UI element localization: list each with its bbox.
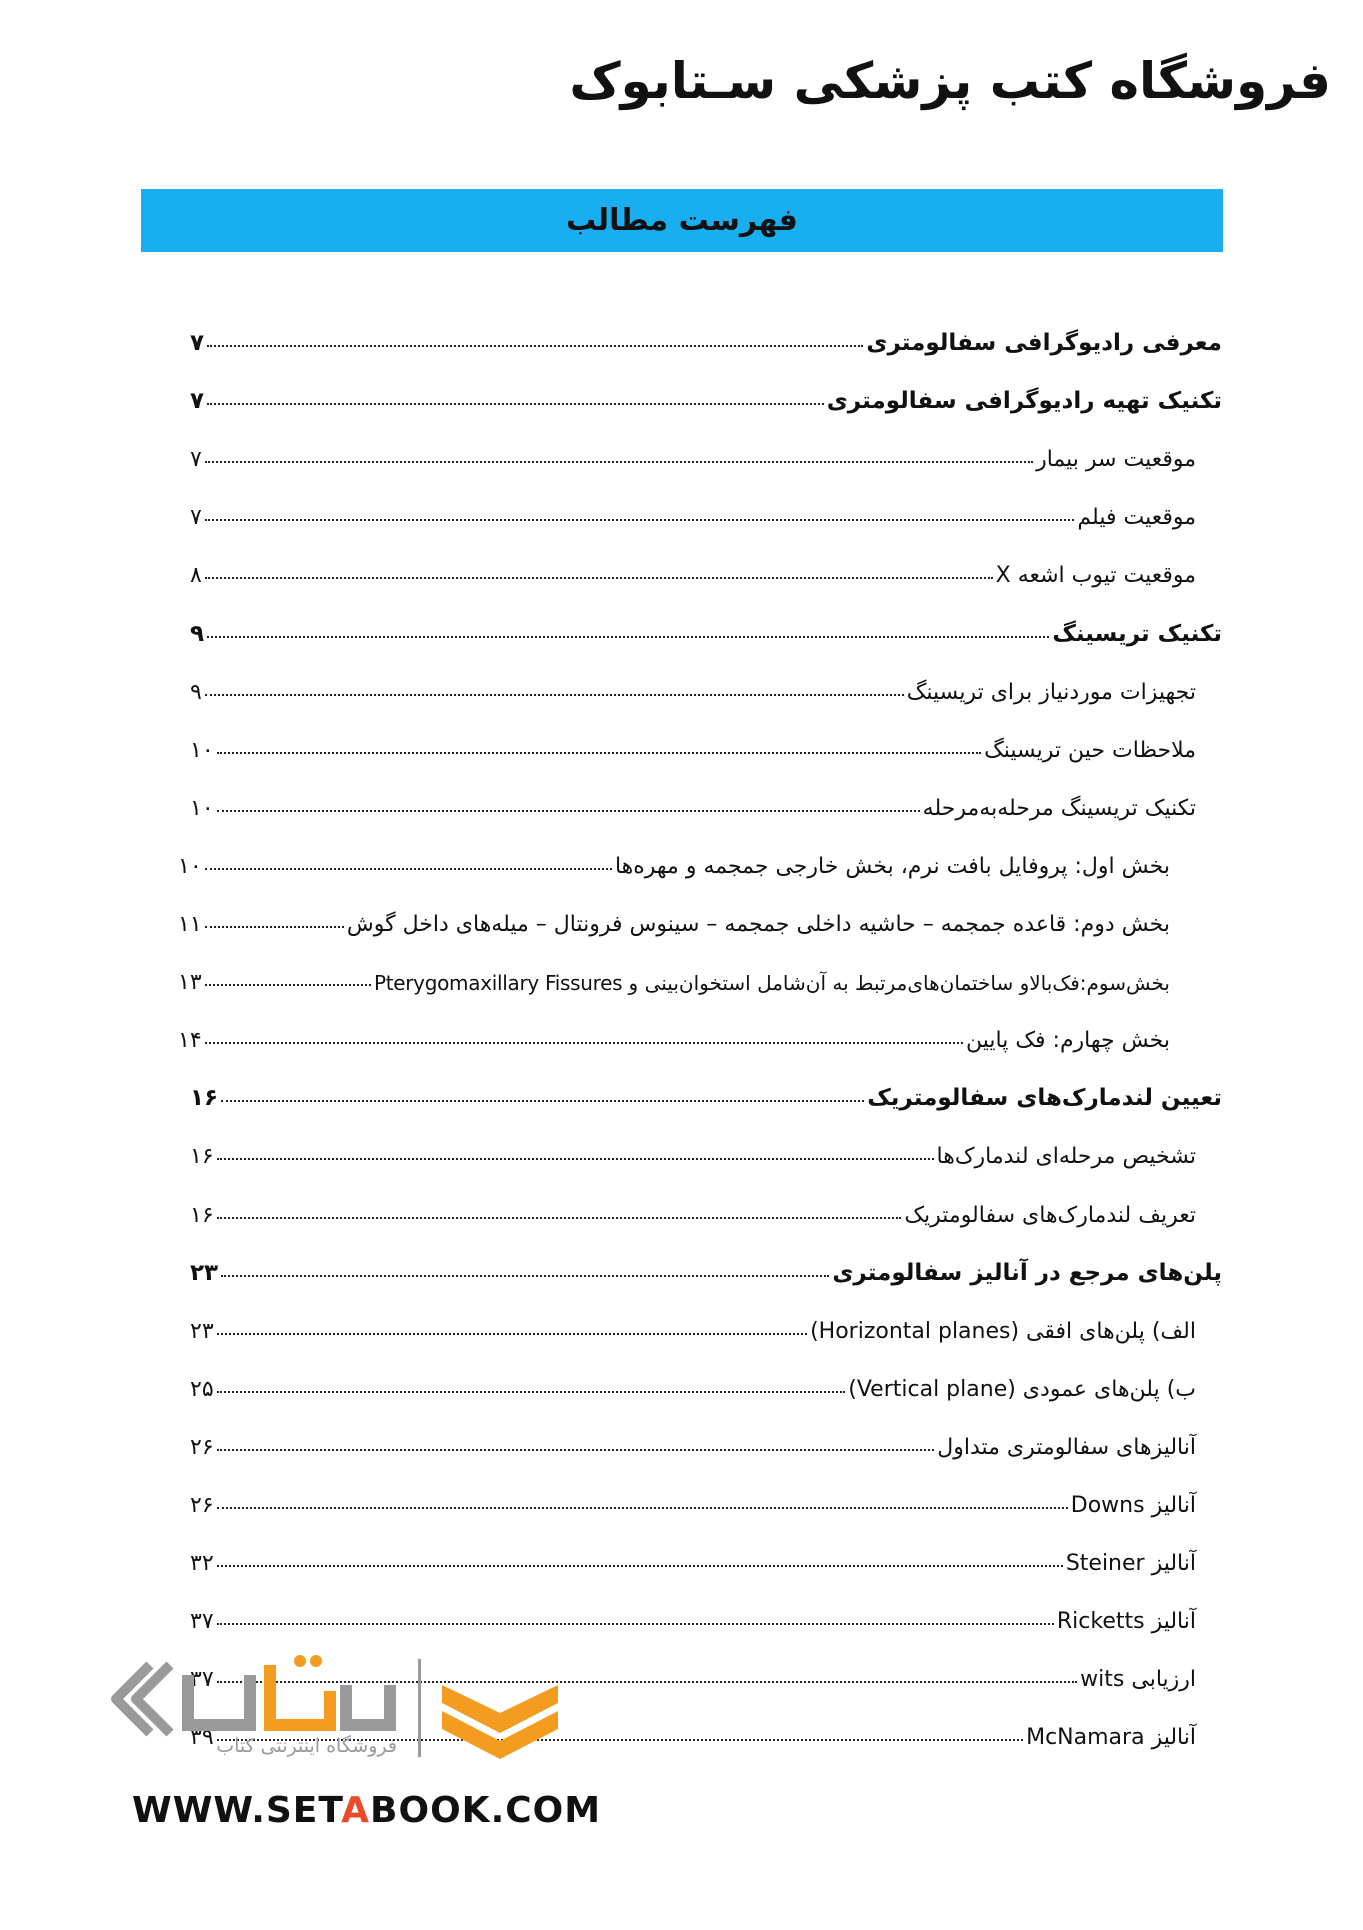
toc-entry-page: ۳۹ [190,1725,214,1751]
toc-entry [190,1242,1222,1286]
toc-entry [190,719,1196,763]
toc-entry-page: ۱۶ [190,1144,214,1170]
toc-entry [190,1532,1196,1576]
toc-entry-title: آنالیز Steiner [1065,1551,1196,1577]
toc-dot-leader [205,868,612,870]
toc-dot-leader [217,1391,846,1393]
toc-entry-title: موقعیت فیلم [1077,505,1196,531]
toc-entry [178,951,1170,995]
toc-entry-title: تکنیک تهیه رادیوگرافی سفالومتری [826,388,1222,415]
toc-entry-page: ۱۴ [178,1028,202,1054]
toc-entry-page: ۲۳ [190,1259,219,1286]
toc-entry [190,312,1222,356]
toc-entry-title: بخش دوم: قاعده جمجمه – حاشیه داخلی جمجمه – سینوس فرونتال – میله‌های داخل گوش [346,912,1170,937]
toc-entry-title: بخش اول: پروفایل بافت نرم، بخش خارجی جمجمه و مهره‌ها [614,853,1170,879]
toc-entry [190,486,1196,530]
toc-entry-page: ۱۰ [178,853,202,879]
toc-dot-leader [205,461,1033,463]
toc-dot-leader [221,1100,864,1102]
toc-dot-leader [205,577,993,579]
toc-entry-page: ۹ [190,679,202,705]
watermark-tagline: فروشگاه اینترنتی کتاب [216,1735,397,1757]
toc-entry-title: آنالیز Downs [1070,1493,1196,1518]
toc-entry-page: ۷ [190,447,202,473]
toc-dot-leader [221,1275,829,1277]
toc-entry [190,1590,1196,1634]
toc-entry [190,777,1196,821]
toc-entry-page: ۳۲ [190,1551,214,1577]
toc-entry-page: ۲۶ [190,1434,214,1460]
toc-dot-leader [205,984,371,986]
toc-entry [178,835,1170,879]
toc-entry [190,603,1222,647]
toc-dot-leader [217,1565,1063,1567]
toc-entry [190,428,1196,472]
toc-entry-page: ۲۳ [190,1318,214,1344]
toc-dot-leader [217,1333,807,1335]
toc-entry-title: ملاحظات حین تریسینگ [984,737,1196,763]
toc-dot-leader [205,519,1075,521]
toc-entry [178,1009,1170,1053]
toc-entry-title: بخش چهارم: فک پایین [966,1028,1170,1054]
toc-entry-title: تعیین لندمارک‌های سفالومتریک [867,1085,1222,1112]
toc-entry [190,370,1222,414]
toc-entry-title: موقعیت تیوب اشعه X [995,563,1196,589]
toc-entry-page: ۱۶ [190,1202,214,1228]
toc-entry-page: ۹ [190,620,205,647]
toc-dot-leader [217,1158,934,1160]
toc-entry-title: موقعیت سر بیمار [1036,447,1196,473]
toc-entry-title: بخش‌سوم:فک‌بالاو ساختمان‌های‌مرتبط به آن‌شامل استخوان‌بینی و Pterygomaxillary Fissures [373,971,1170,996]
toc-entry [190,1184,1196,1228]
toc-entry-title: تجهیزات موردنیاز برای تریسینگ [906,679,1196,705]
toc-entry-title: آنالیزهای سفالومتری متداول [937,1434,1196,1460]
toc-heading: فهرست مطالب [566,203,798,238]
toc-dot-leader [217,1217,902,1219]
toc-dot-leader [205,926,344,928]
toc-entry [190,1125,1196,1169]
toc-entry [190,661,1196,705]
toc-entry-page: ۸ [190,563,202,589]
toc-dot-leader [207,636,1049,638]
toc-entry-title: معرفی رادیوگرافی سفالومتری [866,330,1222,356]
toc-entry-page: ۲۵ [190,1376,214,1402]
toc-dot-leader [217,752,981,754]
toc-entry-title: آنالیز McNamara [1026,1725,1196,1751]
toc-entry [190,1416,1196,1460]
toc-entry-page: ۲۶ [190,1493,214,1518]
toc-entry-title: تشخیص مرحله‌ای لندمارک‌ها [936,1144,1196,1170]
toc-entry-title: ارزیابی wits [1080,1667,1196,1693]
toc-entry [190,1474,1196,1518]
toc-dot-leader [217,1449,935,1451]
toc-entry-page: ۳۷ [190,1667,214,1693]
toc-dot-leader [207,345,863,347]
toc-entry-title: تکنیک تریسینگ مرحله‌به‌مرحله [922,795,1196,821]
toc-dot-leader [217,1623,1054,1625]
toc-entry-title: تعریف لندمارک‌های سفالومتریک [904,1202,1196,1228]
toc-dot-leader [217,810,920,812]
toc-entry [190,1300,1196,1344]
toc-entry [190,1067,1222,1111]
toc-dot-leader [217,1507,1068,1509]
toc-entry-page: ۷ [190,330,205,356]
toc-entry-title: ب) پلن‌های عمودی (Vertical plane) [848,1376,1196,1402]
toc-entry-page: ۱۰ [190,795,214,821]
toc-entry [178,893,1170,937]
toc-entry-page: ۷ [190,505,202,531]
toc-entry-page: ۱۰ [190,737,214,763]
toc-entry-page: ۱۶ [190,1085,219,1112]
toc-entry-page: ۷ [190,388,205,415]
toc-entry-page: ۱۱ [178,912,202,937]
toc-dot-leader [205,1042,963,1044]
toc-entry [190,544,1196,588]
toc-entry-title: پلن‌های مرجع در آنالیز سفالومتری [832,1259,1222,1286]
watermark-url: WWW.SETABOOK.COM [132,1790,602,1831]
toc-dot-leader [207,403,824,405]
toc-entry [190,1358,1196,1402]
toc-entry-title: تکنیک تریسینگ [1052,620,1222,647]
toc-entry-title: آنالیز Ricketts [1056,1609,1196,1635]
page-header-title: فروشگاه کتب پزشکی سـتابوک [569,52,1331,110]
toc-entry-title: الف) پلن‌های افقی (Horizontal planes) [810,1318,1196,1344]
toc-entry-page: ۳۷ [190,1609,214,1635]
toc-entry-page: ۱۳ [178,970,202,996]
toc-dot-leader [205,694,904,696]
